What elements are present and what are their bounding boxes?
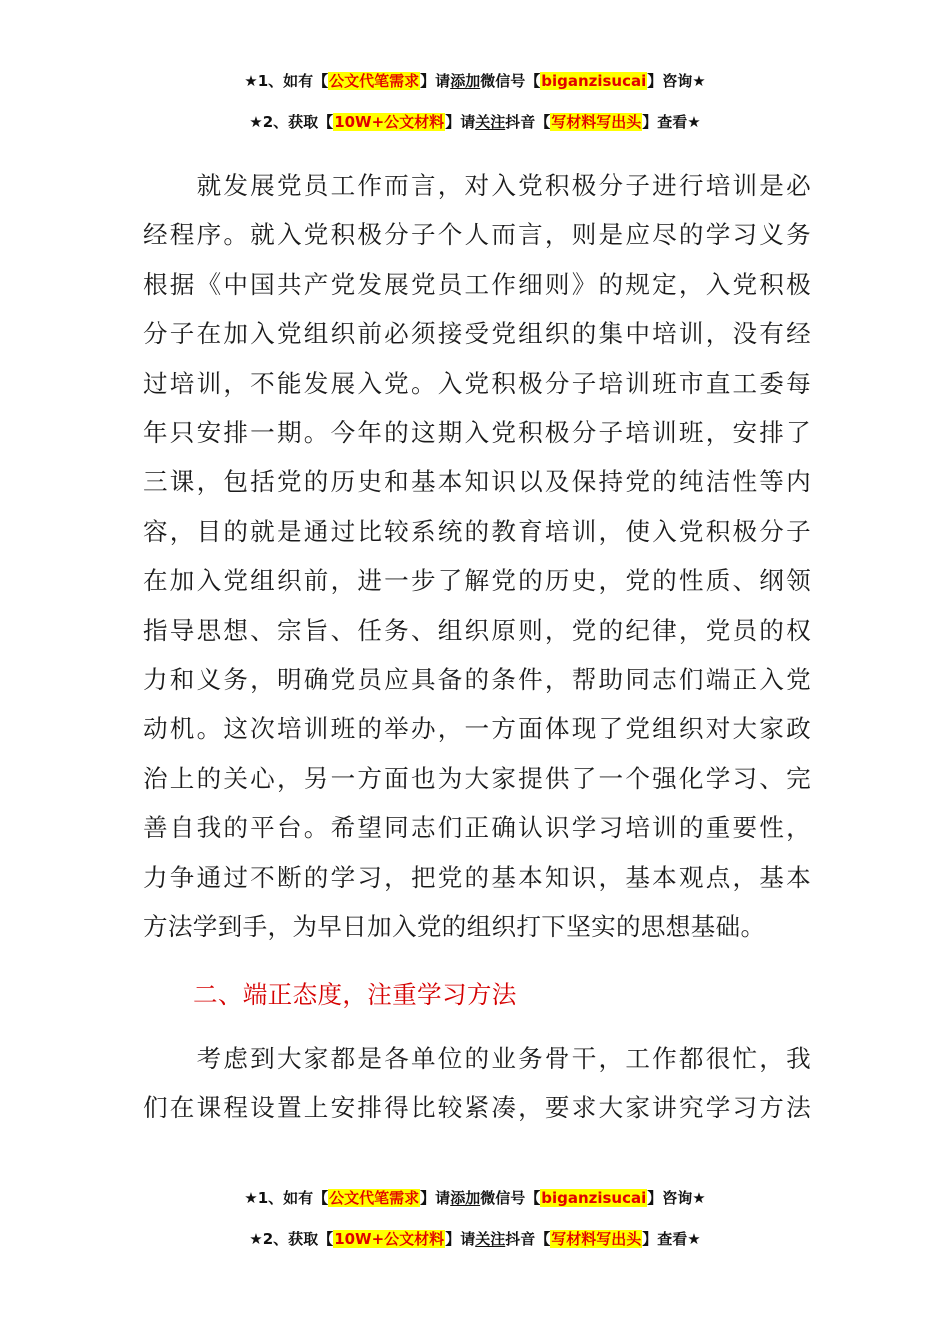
banner-text: 抖音【 bbox=[505, 113, 551, 131]
banner-text: 】查看★ bbox=[642, 113, 701, 131]
paragraph-line: 过培训，不能发展入党。入党积极分子培训班市直工委每 bbox=[143, 368, 811, 398]
banner-underlined-text: 关注 bbox=[475, 1230, 506, 1248]
paragraph-line: 治上的关心，另一方面也为大家提供了一个强化学习、完 bbox=[143, 763, 811, 793]
banner-highlight: 10W+公文材料 bbox=[334, 113, 445, 131]
banner-underlined-text: 添加 bbox=[450, 72, 481, 90]
banner-highlight: 10W+公文材料 bbox=[334, 1230, 445, 1248]
paragraph-line: 力和义务，明确党员应具备的条件，帮助同志们端正入党 bbox=[143, 665, 811, 695]
banner-text: 微信号【 bbox=[480, 72, 541, 90]
paragraph-line: 经程序。就入党积极分子个人而言，则是应尽的学习义务 bbox=[143, 220, 811, 250]
promo-banner-top-line-2 bbox=[0, 111, 950, 133]
paragraph-line: 力争通过不断的学习，把党的基本知识，基本观点，基本 bbox=[143, 862, 811, 892]
banner-text: ★1、如有【 bbox=[244, 72, 329, 90]
paragraph-line: 在加入党组织前，进一步了解党的历史，党的性质、纲领 bbox=[143, 566, 811, 596]
banner-text: 】请 bbox=[445, 1230, 476, 1248]
body-paragraph-2 bbox=[143, 1034, 811, 1133]
banner-text: 】请 bbox=[420, 72, 451, 90]
paragraph-line: 根据《中国共产党发展党员工作细则》的规定，入党积极 bbox=[143, 269, 811, 299]
banner-text: 抖音【 bbox=[505, 1230, 551, 1248]
banner-text: 】查看★ bbox=[642, 1230, 701, 1248]
paragraph-line: 三课，包括党的历史和基本知识以及保持党的纯洁性等内 bbox=[143, 467, 811, 497]
banner-underlined-text: 关注 bbox=[475, 113, 506, 131]
banner-highlight: biganzisucai bbox=[541, 1189, 647, 1207]
paragraph-line: 方法学到手，为早日加入党的组织打下坚实的思想基础。 bbox=[143, 912, 766, 942]
section-heading-2: 二、端正态度，注重学习方法 bbox=[193, 980, 517, 1009]
paragraph-line: 善自我的平台。希望同志们正确认识学习培训的重要性， bbox=[143, 813, 811, 843]
paragraph-line: 就发展党员工作而言，对入党积极分子进行培训是必 bbox=[143, 171, 811, 200]
body-paragraph-1 bbox=[143, 161, 811, 952]
promo-banner-top-line-1 bbox=[0, 70, 950, 92]
banner-text: ★2、获取【 bbox=[249, 1230, 334, 1248]
banner-underlined-text: 添加 bbox=[450, 1189, 481, 1207]
paragraph-line: 考虑到大家都是各单位的业务骨干，工作都很忙，我 bbox=[143, 1044, 811, 1073]
banner-text: 微信号【 bbox=[480, 1189, 541, 1207]
paragraph-line: 年只安排一期。今年的这期入党积极分子培训班，安排了 bbox=[143, 418, 811, 448]
paragraph-line: 容，目的就是通过比较系统的教育培训，使入党积极分子 bbox=[143, 516, 811, 546]
paragraph-line: 指导思想、宗旨、任务、组织原则，党的纪律，党员的权 bbox=[143, 615, 811, 645]
banner-text: 】咨询★ bbox=[647, 72, 706, 90]
banner-highlight: 写材料写出头 bbox=[551, 1230, 642, 1248]
paragraph-line: 动机。这次培训班的举办，一方面体现了党组织对大家政 bbox=[143, 714, 811, 744]
banner-text: ★2、获取【 bbox=[249, 113, 334, 131]
banner-highlight: 公文代笔需求 bbox=[329, 1189, 420, 1207]
banner-text: 】请 bbox=[420, 1189, 451, 1207]
banner-text: 】请 bbox=[445, 113, 476, 131]
banner-text: 】咨询★ bbox=[647, 1189, 706, 1207]
promo-banner-bottom-line-2 bbox=[0, 1228, 950, 1250]
paragraph-line: 分子在加入党组织前必须接受党组织的集中培训，没有经 bbox=[143, 319, 811, 349]
banner-highlight: 写材料写出头 bbox=[551, 113, 642, 131]
banner-highlight: biganzisucai bbox=[541, 72, 647, 90]
banner-text: ★1、如有【 bbox=[244, 1189, 329, 1207]
paragraph-line: 们在课程设置上安排得比较紧凑，要求大家讲究学习方法 bbox=[143, 1093, 811, 1123]
banner-highlight: 公文代笔需求 bbox=[329, 72, 420, 90]
promo-banner-bottom-line-1 bbox=[0, 1187, 950, 1209]
